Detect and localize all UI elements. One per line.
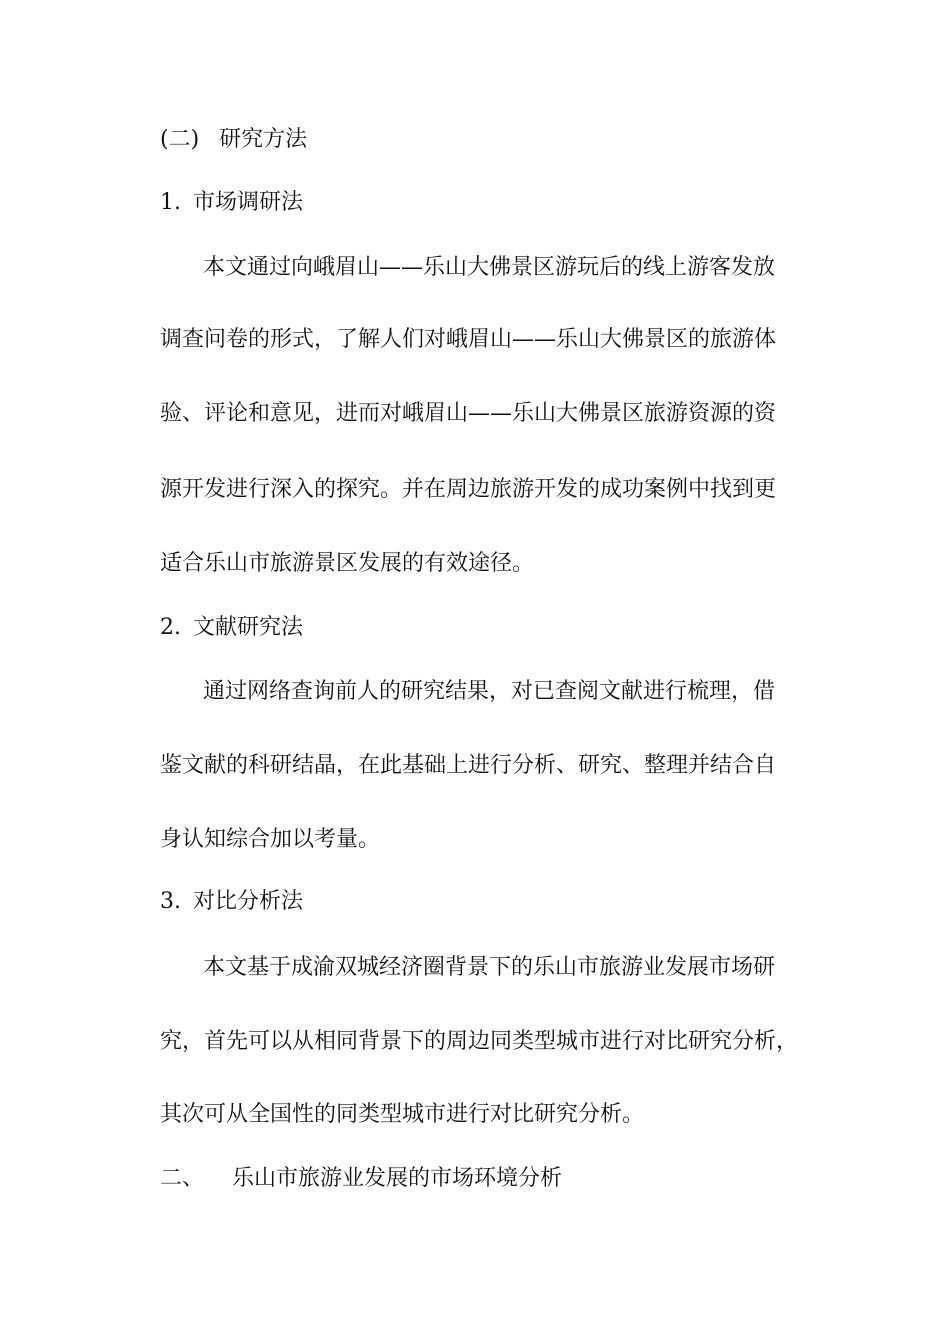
chapter-title: 乐山市旅游业发展的市场环境分析 bbox=[232, 1166, 563, 1191]
paragraph-line: 验、评论和意见，进而对峨眉山——乐山大佛景区旅游资源的资 bbox=[160, 401, 777, 426]
section-title: 研究方法 bbox=[219, 127, 308, 152]
paragraph-line: 鉴文献的科研结晶，在此基础上进行分析、研究、整理并结合自 bbox=[160, 753, 777, 778]
method-title: 市场调研法 bbox=[193, 190, 304, 215]
method-title: 对比分析法 bbox=[193, 889, 304, 914]
method-number: 2. bbox=[160, 615, 181, 640]
method-number: 1. bbox=[160, 190, 181, 215]
paragraph-line: 身认知综合加以考量。 bbox=[160, 827, 381, 852]
paragraph-line: 本文基于成渝双城经济圈背景下的乐山市旅游业发展市场研 bbox=[203, 955, 776, 980]
section-marker: (二) bbox=[160, 127, 200, 152]
chapter-heading-2 bbox=[160, 1165, 562, 1193]
paragraph-line: 适合乐山市旅游景区发展的有效途径。 bbox=[160, 551, 535, 576]
chapter-marker: 二、 bbox=[160, 1166, 205, 1191]
paragraph-line: 源开发进行深入的探究。并在周边旅游开发的成功案例中找到更 bbox=[160, 477, 777, 502]
method-heading-3 bbox=[160, 888, 303, 916]
paragraph-line: 本文通过向峨眉山——乐山大佛景区游玩后的线上游客发放 bbox=[203, 255, 776, 280]
paragraph-line: 调查问卷的形式，了解人们对峨眉山——乐山大佛景区的旅游体 bbox=[160, 327, 777, 352]
paragraph-line: 其次可从全国性的同类型城市进行对比研究分析。 bbox=[160, 1102, 645, 1127]
method-number: 3. bbox=[160, 889, 181, 914]
method-heading-2 bbox=[160, 614, 303, 642]
paragraph-line: 究，首先可以从相同背景下的周边同类型城市进行对比研究分析， bbox=[160, 1029, 799, 1054]
method-title: 文献研究法 bbox=[193, 615, 304, 640]
section-heading-research-methods bbox=[160, 126, 307, 154]
paragraph-line: 通过网络查询前人的研究结果，对已查阅文献进行梳理，借 bbox=[203, 679, 776, 704]
method-heading-1 bbox=[160, 189, 303, 217]
